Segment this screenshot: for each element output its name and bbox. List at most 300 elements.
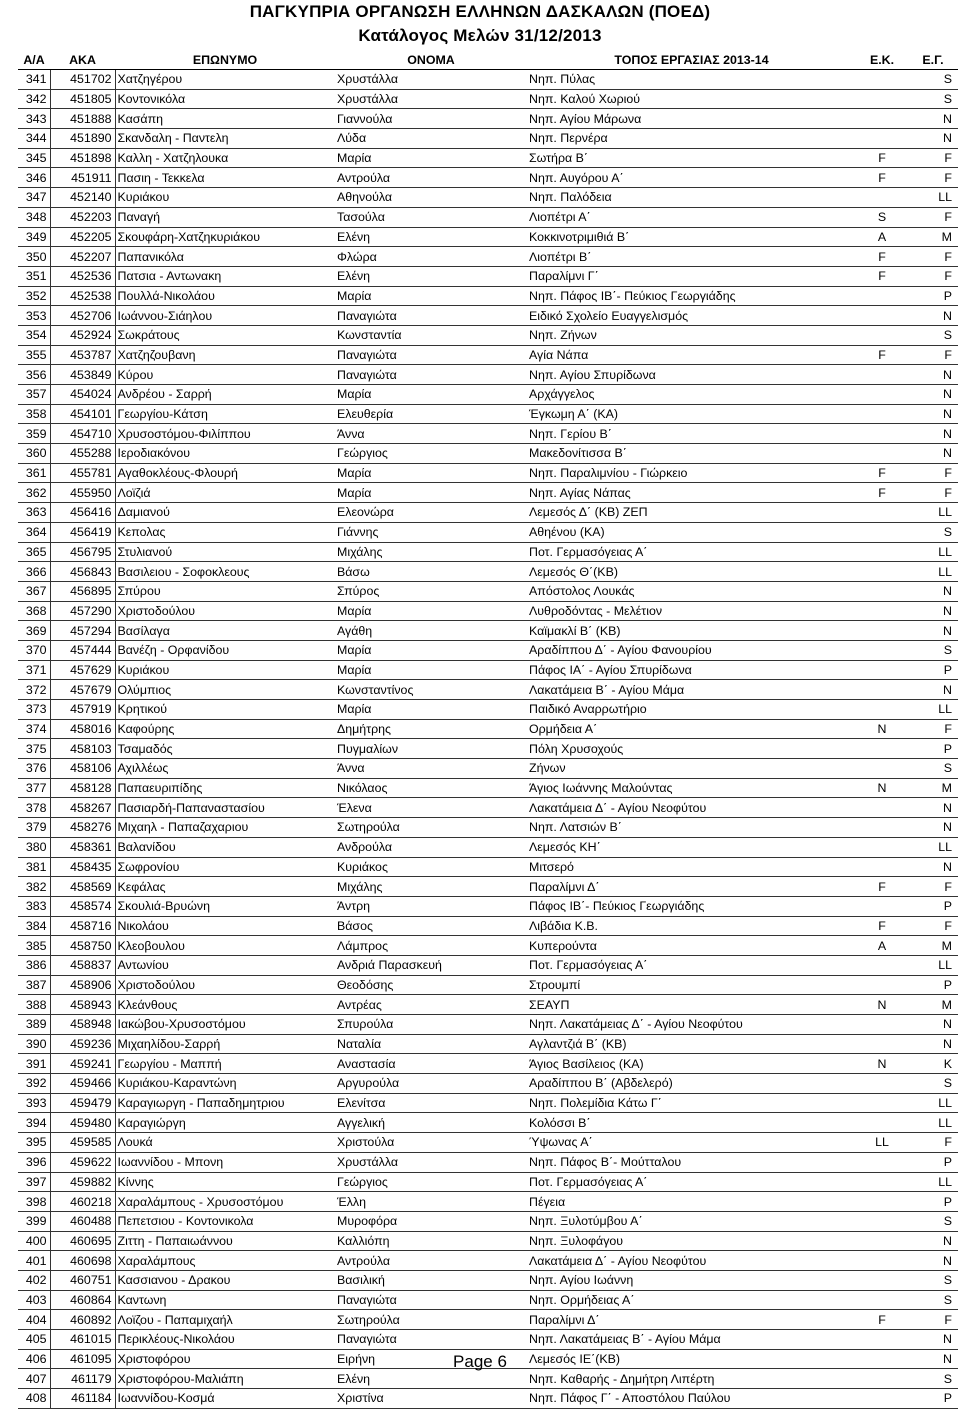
- row-surname: Κοντονικόλα: [115, 89, 335, 109]
- row-aa: 356: [18, 365, 50, 385]
- row-surname: Χρυσοστόμου-Φιλίππου: [115, 424, 335, 444]
- row-aka: 460864: [50, 1290, 115, 1310]
- row-ek: [856, 1211, 908, 1231]
- header-name: ΟΝΟΜΑ: [335, 51, 527, 70]
- row-eg: F: [908, 345, 958, 365]
- row-aa: 399: [18, 1211, 50, 1231]
- row-ek: [856, 562, 908, 582]
- row-eg: N: [908, 1251, 958, 1271]
- row-eg: N: [908, 306, 958, 326]
- row-eg: LL: [908, 700, 958, 720]
- row-ek: F: [856, 916, 908, 936]
- table-row: [18, 857, 958, 877]
- row-aa: 368: [18, 601, 50, 621]
- row-surname: Ιωαννίδου-Κοσμά: [115, 1389, 335, 1409]
- row-eg: P: [908, 739, 958, 759]
- row-aka: 460698: [50, 1251, 115, 1271]
- row-aa: 345: [18, 148, 50, 168]
- table-row: [18, 385, 958, 405]
- row-ek: [856, 1172, 908, 1192]
- row-eg: S: [908, 1074, 958, 1094]
- row-surname: Ιωαννίδου - Μπονη: [115, 1152, 335, 1172]
- row-name: Σωτηρούλα: [335, 818, 527, 838]
- row-workplace: Αθηένου (ΚΑ): [527, 522, 856, 542]
- row-ek: [856, 1093, 908, 1113]
- row-eg: N: [908, 424, 958, 444]
- row-surname: Σκανδαλη - Παντελη: [115, 129, 335, 149]
- header-aa: Α/Α: [18, 51, 50, 70]
- row-surname: Χατζηγέρου: [115, 70, 335, 90]
- row-surname: Πασιη - Τεκκελα: [115, 168, 335, 188]
- row-name: Αθηνούλα: [335, 188, 527, 208]
- row-workplace: Νηπ. Αγίας Νάπας: [527, 483, 856, 503]
- row-aa: 403: [18, 1290, 50, 1310]
- row-aka: 458716: [50, 916, 115, 936]
- row-ek: [856, 1251, 908, 1271]
- row-surname: Πασιαρδή-Παπαναστασίου: [115, 798, 335, 818]
- row-ek: F: [856, 168, 908, 188]
- row-workplace: Λεμεσός ΙΕ΄(ΚΒ): [527, 1349, 856, 1369]
- row-workplace: Λυθροδόντας - Μελέτιον: [527, 601, 856, 621]
- row-aa: 357: [18, 385, 50, 405]
- row-ek: [856, 621, 908, 641]
- row-eg: LL: [908, 542, 958, 562]
- row-name: Μαρία: [335, 463, 527, 483]
- row-name: Ελενίτσα: [335, 1093, 527, 1113]
- row-name: Αργυρούλα: [335, 1074, 527, 1094]
- row-surname: Κύρου: [115, 365, 335, 385]
- row-name: Ειρήνη: [335, 1349, 527, 1369]
- row-aa: 372: [18, 680, 50, 700]
- row-name: Θεοδόσης: [335, 975, 527, 995]
- row-aka: 458948: [50, 1015, 115, 1035]
- table-row: [18, 621, 958, 641]
- row-workplace: Νηπ. Ξυλοφάγου: [527, 1231, 856, 1251]
- row-ek: F: [856, 1310, 908, 1330]
- table-row: [18, 89, 958, 109]
- row-aka: 460695: [50, 1231, 115, 1251]
- row-surname: Χαραλάμπους: [115, 1251, 335, 1271]
- row-name: Φλώρα: [335, 247, 527, 267]
- row-eg: F: [908, 247, 958, 267]
- row-aa: 397: [18, 1172, 50, 1192]
- row-aka: 451898: [50, 148, 115, 168]
- row-eg: LL: [908, 955, 958, 975]
- row-aka: 461095: [50, 1349, 115, 1369]
- row-eg: N: [908, 581, 958, 601]
- row-ek: [856, 522, 908, 542]
- row-aka: 452538: [50, 286, 115, 306]
- row-eg: M: [908, 227, 958, 247]
- row-aka: 458103: [50, 739, 115, 759]
- row-eg: LL: [908, 503, 958, 523]
- row-aa: 391: [18, 1054, 50, 1074]
- header-workplace: ΤΟΠΟΣ ΕΡΓΑΣΙΑΣ 2013-14: [527, 51, 856, 70]
- table-row: [18, 936, 958, 956]
- row-name: Αναστασία: [335, 1054, 527, 1074]
- row-aa: 378: [18, 798, 50, 818]
- row-workplace: Πόλη Χρυσοχούς: [527, 739, 856, 759]
- row-surname: Λοϊζιά: [115, 483, 335, 503]
- row-aa: 379: [18, 818, 50, 838]
- row-aa: 384: [18, 916, 50, 936]
- row-workplace: Αγλαντζιά Β΄ (ΚΒ): [527, 1034, 856, 1054]
- table-row: [18, 975, 958, 995]
- row-workplace: Ορμήδεια Α΄: [527, 719, 856, 739]
- row-ek: N: [856, 719, 908, 739]
- row-aka: 457679: [50, 680, 115, 700]
- row-aka: 458016: [50, 719, 115, 739]
- table-row: [18, 188, 958, 208]
- row-eg: N: [908, 857, 958, 877]
- row-aka: 451890: [50, 129, 115, 149]
- row-workplace: Νηπ. Περνέρα: [527, 129, 856, 149]
- row-ek: S: [856, 207, 908, 227]
- row-eg: N: [908, 601, 958, 621]
- row-aa: 369: [18, 621, 50, 641]
- row-name: Κυριάκος: [335, 857, 527, 877]
- row-workplace: Λεμεσός Θ΄(ΚΒ): [527, 562, 856, 582]
- row-name: Χρυστάλλα: [335, 1152, 527, 1172]
- row-name: Παναγιώτα: [335, 365, 527, 385]
- row-workplace: Λεμεσός Δ΄ (ΚΒ) ΖΕΠ: [527, 503, 856, 523]
- row-ek: [856, 325, 908, 345]
- row-eg: N: [908, 1231, 958, 1251]
- row-name: Έλενα: [335, 798, 527, 818]
- row-surname: Ανδρέου - Σαρρή: [115, 385, 335, 405]
- table-row: [18, 1093, 958, 1113]
- row-ek: F: [856, 247, 908, 267]
- row-name: Μιχάλης: [335, 877, 527, 897]
- row-aka: 458435: [50, 857, 115, 877]
- row-aa: 377: [18, 778, 50, 798]
- row-ek: [856, 188, 908, 208]
- row-ek: A: [856, 227, 908, 247]
- table-row: [18, 739, 958, 759]
- row-surname: Κεπολας: [115, 522, 335, 542]
- table-row: [18, 424, 958, 444]
- row-workplace: Ποτ. Γερμασόγειας Α΄: [527, 955, 856, 975]
- row-name: Άντρη: [335, 896, 527, 916]
- table-row: [18, 837, 958, 857]
- row-workplace: Αγία Νάπα: [527, 345, 856, 365]
- row-aka: 458106: [50, 759, 115, 779]
- row-aka: 452536: [50, 266, 115, 286]
- row-eg: N: [908, 818, 958, 838]
- row-eg: LL: [908, 1172, 958, 1192]
- row-ek: F: [856, 345, 908, 365]
- table-row: [18, 522, 958, 542]
- row-name: Γεώργιος: [335, 1172, 527, 1192]
- row-aa: 392: [18, 1074, 50, 1094]
- row-surname: Κασσιανου - Δρακου: [115, 1270, 335, 1290]
- row-aa: 408: [18, 1389, 50, 1409]
- row-name: Νικόλαος: [335, 778, 527, 798]
- row-surname: Αντωνίου: [115, 955, 335, 975]
- row-aka: 452924: [50, 325, 115, 345]
- row-ek: [856, 955, 908, 975]
- row-aa: 375: [18, 739, 50, 759]
- row-workplace: Άγιος Ιωάννης Μαλούντας: [527, 778, 856, 798]
- row-eg: P: [908, 286, 958, 306]
- row-surname: Σκουλιά-Βρυώνη: [115, 896, 335, 916]
- table-row: [18, 227, 958, 247]
- row-workplace: Έγκωμη Α΄ (ΚΑ): [527, 404, 856, 424]
- row-surname: Σπύρου: [115, 581, 335, 601]
- row-ek: [856, 739, 908, 759]
- row-ek: [856, 89, 908, 109]
- header-eg: Ε.Γ.: [908, 51, 958, 70]
- table-row: [18, 1172, 958, 1192]
- row-workplace: Νηπ. Λατσιών Β΄: [527, 818, 856, 838]
- row-workplace: Νηπ. Λακατάμειας Β΄ - Αγίου Μάμα: [527, 1330, 856, 1350]
- row-workplace: Αραδίππου Β΄ (Αβδελερό): [527, 1074, 856, 1094]
- row-ek: N: [856, 778, 908, 798]
- members-table: [18, 51, 958, 1409]
- row-name: Βασιλική: [335, 1270, 527, 1290]
- row-aa: 347: [18, 188, 50, 208]
- row-aka: 453849: [50, 365, 115, 385]
- row-aa: 394: [18, 1113, 50, 1133]
- row-aa: 387: [18, 975, 50, 995]
- row-eg: P: [908, 660, 958, 680]
- row-aka: 451911: [50, 168, 115, 188]
- row-surname: Κίννης: [115, 1172, 335, 1192]
- row-name: Λάμπρος: [335, 936, 527, 956]
- row-surname: Γεωργίου-Κάτση: [115, 404, 335, 424]
- row-aa: 393: [18, 1093, 50, 1113]
- row-aa: 364: [18, 522, 50, 542]
- row-aa: 395: [18, 1133, 50, 1153]
- row-aa: 381: [18, 857, 50, 877]
- row-aa: 352: [18, 286, 50, 306]
- row-aa: 358: [18, 404, 50, 424]
- header-surname: ΕΠΩΝΥΜΟ: [115, 51, 335, 70]
- row-name: Άννα: [335, 759, 527, 779]
- row-aa: 389: [18, 1015, 50, 1035]
- table-row: [18, 700, 958, 720]
- row-workplace: Απόστολος Λουκάς: [527, 581, 856, 601]
- row-eg: N: [908, 1349, 958, 1369]
- row-eg: LL: [908, 188, 958, 208]
- row-surname: Κρητικού: [115, 700, 335, 720]
- row-name: Γιάννης: [335, 522, 527, 542]
- row-workplace: Ποτ. Γερμασόγειας Α΄: [527, 1172, 856, 1192]
- row-eg: N: [908, 680, 958, 700]
- row-eg: S: [908, 325, 958, 345]
- row-aa: 354: [18, 325, 50, 345]
- row-surname: Πατσια - Αντωνακη: [115, 266, 335, 286]
- row-ek: LL: [856, 1133, 908, 1153]
- row-surname: Παπαευριπίδης: [115, 778, 335, 798]
- row-aka: 458906: [50, 975, 115, 995]
- row-name: Ανδρούλα: [335, 837, 527, 857]
- page-number: Page 6: [453, 1352, 507, 1371]
- table-row: [18, 1133, 958, 1153]
- row-ek: F: [856, 483, 908, 503]
- table-row: [18, 1192, 958, 1212]
- row-name: Ναταλία: [335, 1034, 527, 1054]
- row-ek: F: [856, 877, 908, 897]
- table-row: [18, 1054, 958, 1074]
- row-name: Ελένη: [335, 1369, 527, 1389]
- row-aa: 351: [18, 266, 50, 286]
- row-ek: [856, 70, 908, 90]
- row-aka: 455288: [50, 444, 115, 464]
- row-eg: F: [908, 483, 958, 503]
- row-aa: 405: [18, 1330, 50, 1350]
- row-eg: F: [908, 168, 958, 188]
- row-name: Κωνσταντίνος: [335, 680, 527, 700]
- row-aa: 383: [18, 896, 50, 916]
- row-aa: 362: [18, 483, 50, 503]
- row-workplace: Σωτήρα Β΄: [527, 148, 856, 168]
- row-name: Μαρία: [335, 640, 527, 660]
- row-eg: F: [908, 719, 958, 739]
- row-surname: Περικλέους-Νικολάου: [115, 1330, 335, 1350]
- row-surname: Ζιττη - Παπαιωάννου: [115, 1231, 335, 1251]
- row-name: Παναγιώτα: [335, 345, 527, 365]
- row-name: Ελένη: [335, 266, 527, 286]
- row-aka: 457629: [50, 660, 115, 680]
- row-aka: 461184: [50, 1389, 115, 1409]
- row-name: Μαρία: [335, 286, 527, 306]
- row-aa: 406: [18, 1349, 50, 1369]
- row-surname: Βασιλειου - Σοφοκλεους: [115, 562, 335, 582]
- row-aka: 459479: [50, 1093, 115, 1113]
- row-name: Μαρία: [335, 660, 527, 680]
- row-name: Μαρία: [335, 385, 527, 405]
- row-workplace: Νηπ. Αγίου Σπυρίδωνα: [527, 365, 856, 385]
- row-name: Λύδα: [335, 129, 527, 149]
- row-surname: Ιωάννου-Σιάηλου: [115, 306, 335, 326]
- row-eg: M: [908, 995, 958, 1015]
- table-row: [18, 542, 958, 562]
- row-name: Παναγιώτα: [335, 1330, 527, 1350]
- row-ek: [856, 759, 908, 779]
- row-eg: S: [908, 1270, 958, 1290]
- row-eg: F: [908, 207, 958, 227]
- row-aka: 461179: [50, 1369, 115, 1389]
- row-eg: N: [908, 109, 958, 129]
- row-ek: [856, 503, 908, 523]
- row-aka: 460218: [50, 1192, 115, 1212]
- table-row: [18, 1270, 958, 1290]
- table-row: [18, 1231, 958, 1251]
- row-workplace: Λιοπέτρι Β΄: [527, 247, 856, 267]
- row-workplace: Λιβάδια Κ.Β.: [527, 916, 856, 936]
- row-eg: K: [908, 1054, 958, 1074]
- row-workplace: Στρουμπί: [527, 975, 856, 995]
- table-row: [18, 680, 958, 700]
- row-workplace: Νηπ. Ζήνων: [527, 325, 856, 345]
- row-eg: S: [908, 89, 958, 109]
- table-row: [18, 247, 958, 267]
- table-row: [18, 916, 958, 936]
- row-workplace: Μακεδονίτισσα Β΄: [527, 444, 856, 464]
- row-aka: 459585: [50, 1133, 115, 1153]
- row-surname: Ιακώβου-Χρυσοστόμου: [115, 1015, 335, 1035]
- row-ek: [856, 640, 908, 660]
- row-eg: S: [908, 1290, 958, 1310]
- row-workplace: Νηπ. Πολεμίδια Κάτω Γ΄: [527, 1093, 856, 1113]
- row-surname: Νικολάου: [115, 916, 335, 936]
- row-eg: N: [908, 385, 958, 405]
- row-ek: [856, 424, 908, 444]
- row-name: Ελευθερία: [335, 404, 527, 424]
- table-row: [18, 1389, 958, 1409]
- row-surname: Αγαθοκλέους-Φλουρή: [115, 463, 335, 483]
- row-eg: M: [908, 936, 958, 956]
- row-aa: 365: [18, 542, 50, 562]
- row-workplace: Λεμεσός ΚΗ΄: [527, 837, 856, 857]
- row-workplace: Νηπ. Γερίου Β΄: [527, 424, 856, 444]
- row-name: Μυροφόρα: [335, 1211, 527, 1231]
- table-row: [18, 404, 958, 424]
- row-eg: N: [908, 444, 958, 464]
- row-aka: 459241: [50, 1054, 115, 1074]
- header-aka: ΑΚΑ: [50, 51, 115, 70]
- row-surname: Μιχαηλίδου-Σαρρή: [115, 1034, 335, 1054]
- table-row: [18, 1211, 958, 1231]
- row-eg: S: [908, 522, 958, 542]
- row-aa: 359: [18, 424, 50, 444]
- row-ek: [856, 404, 908, 424]
- row-ek: [856, 857, 908, 877]
- row-workplace: Άγιος Βασίλειος (ΚΑ): [527, 1054, 856, 1074]
- row-eg: P: [908, 1192, 958, 1212]
- row-workplace: Κολόσσι Β΄: [527, 1113, 856, 1133]
- table-row: [18, 483, 958, 503]
- row-aka: 455781: [50, 463, 115, 483]
- row-aka: 459466: [50, 1074, 115, 1094]
- row-surname: Πεπετσιου - Κοντονικολα: [115, 1211, 335, 1231]
- table-row: [18, 562, 958, 582]
- row-workplace: Νηπ. Ξυλοτύμβου Α΄: [527, 1211, 856, 1231]
- row-aa: 373: [18, 700, 50, 720]
- header-ek: Ε.Κ.: [856, 51, 908, 70]
- row-ek: [856, 1074, 908, 1094]
- row-surname: Κλεοβουλου: [115, 936, 335, 956]
- row-ek: [856, 798, 908, 818]
- row-workplace: Παραλίμνι Δ΄: [527, 1310, 856, 1330]
- row-workplace: Αραδίππου Δ΄ - Αγίου Φανουρίου: [527, 640, 856, 660]
- table-row: [18, 129, 958, 149]
- table-row: [18, 955, 958, 975]
- row-eg: M: [908, 778, 958, 798]
- row-name: Ελένη: [335, 227, 527, 247]
- row-ek: [856, 837, 908, 857]
- row-workplace: Λακατάμεια Δ΄ - Αγίου Νεοφύτου: [527, 798, 856, 818]
- row-surname: Καραγιωργη - Παπαδημητριου: [115, 1093, 335, 1113]
- table-row: [18, 581, 958, 601]
- row-aa: 361: [18, 463, 50, 483]
- table-row: [18, 286, 958, 306]
- row-eg: F: [908, 877, 958, 897]
- table-row: [18, 719, 958, 739]
- row-name: Αγγελική: [335, 1113, 527, 1133]
- row-name: Έλλη: [335, 1192, 527, 1212]
- row-name: Σπυρούλα: [335, 1015, 527, 1035]
- table-row: [18, 660, 958, 680]
- row-eg: LL: [908, 837, 958, 857]
- row-workplace: Νηπ. Αυγόρου Α΄: [527, 168, 856, 188]
- row-aka: 451888: [50, 109, 115, 129]
- row-aka: 459480: [50, 1113, 115, 1133]
- table-row: [18, 1113, 958, 1133]
- row-aka: 452706: [50, 306, 115, 326]
- row-surname: Χατζηζουβανη: [115, 345, 335, 365]
